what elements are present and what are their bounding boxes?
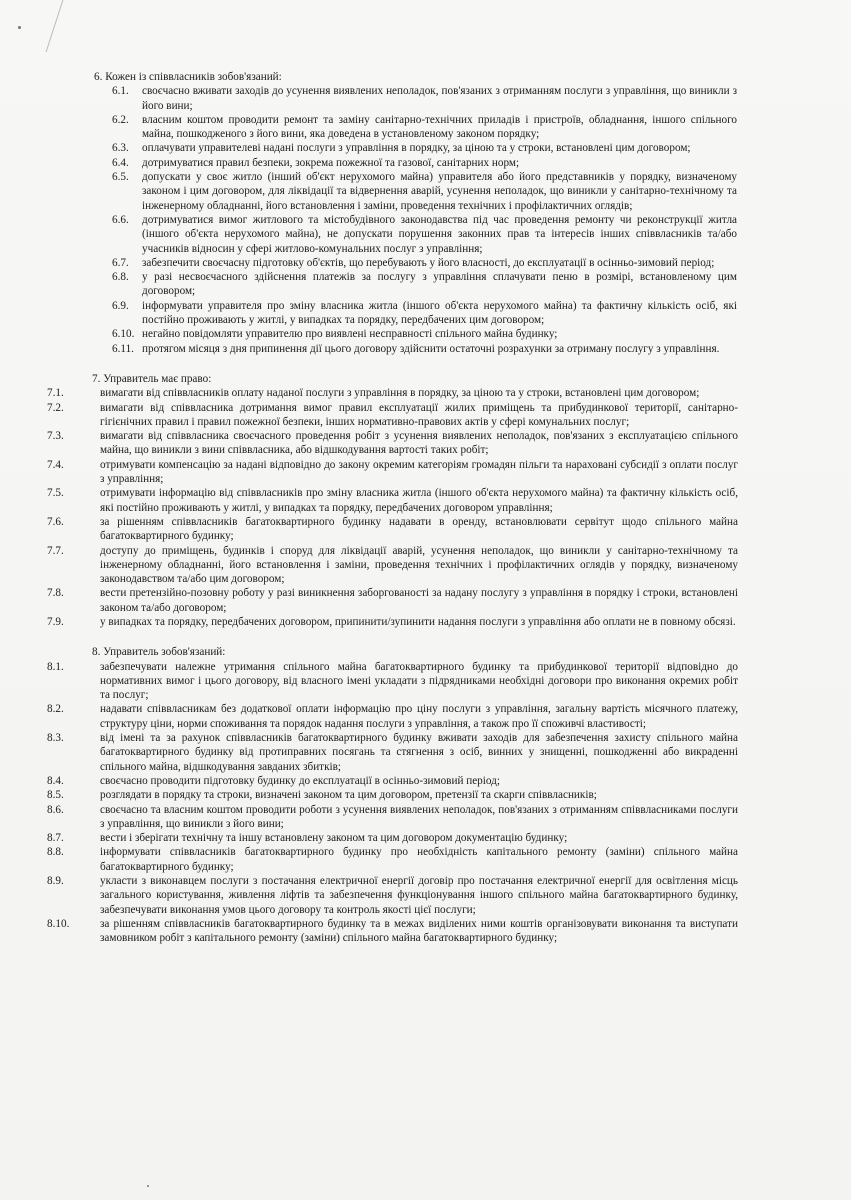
item-number: 6.5. [112,171,129,184]
item-text: інформувати співвласників багатоквартирного будинку про необхідність капітального ремонту (заміни) спільного майна багатоквартирного будинку; [100,846,738,873]
list-item [47,544,738,587]
item-text: за рішенням співвласників багатоквартирного будинку та в межах виділених ними коштів організовувати виконання та виступати замовником робіт з капітального ремонту (заміни) спільного майна багатоквартирного будинку; [100,917,738,945]
item-number: 8.3. [47,732,64,745]
item-number: 7.7. [47,544,64,557]
item-number: 6.8. [112,271,129,284]
item-text: розглядати в порядку та строки, визначені законом та цим договором, претензії та скарги співвласників; [100,789,597,802]
item-text: за рішенням співвласників багатоквартирного будинку надавати в оренду, встановлювати сервітут щодо спільного майна багатоквартирного будинку; [100,515,738,543]
item-number: 6.11. [112,342,134,355]
item-number: 6.9. [112,299,129,312]
item-text: забезпечувати належне утримання спільного майна багатоквартирного будинку та прибудинкової території відповідно до нормативних вимог і цього договору, від власного імені укладати з підрядниками необхідні договори про виконання окремих робіт та послуг; [100,660,738,702]
list-item [47,774,738,788]
scan-fold-line [46,0,82,52]
section-6-title: 6. Кожен із співвласників зобов'язаний: [94,71,282,83]
item-number: 6.10. [112,328,135,341]
item-text: забезпечити своєчасну підготовку об'єктів, що перебувають у його власності, до експлуатації в осінньо-зимовий період; [142,256,715,269]
item-text: дотримуватися вимог житлового та містобудівного законодавства під час проведення ремонту чи реконструкції житла (іншого об'єкта нерухомого майна), не допускати порушення законних прав та інтересів інших співвласників та/або учасників відносин у сфері житлово-комунальних послуг з управління; [142,213,737,255]
item-number: 6.7. [112,256,129,269]
item-text: у випадках та порядку, передбачених договором, припинити/зупинити надання послуги з управління або оплати не в повному обсязі. [100,615,736,628]
section-8-title: 8. Управитель зобов'язаний: [92,646,226,659]
document-body [0,70,851,946]
item-text: надавати співвласникам без додаткової оплати інформацію про ціну послуги з управління, загальну вартість місячного платежу, структуру ціни, норми споживання та порядок надання послуги з управління, а також про її споживчі властивості; [100,703,738,730]
scan-speck [147,1185,149,1187]
item-number: 8.1. [47,660,64,673]
section-8-list [0,660,851,946]
item-number: 8.7. [47,832,64,845]
list-item [47,845,738,874]
list-item [47,831,738,845]
section-7-list [0,386,851,629]
list-item [112,327,737,341]
item-number: 8.10. [47,917,70,930]
list-item [112,141,737,155]
item-number: 8.5. [47,789,64,802]
item-text: вести і зберігати технічну та іншу встановлену законом та цим договором документацію будинку; [100,832,568,845]
item-number: 6.1. [112,85,129,98]
section-7 [0,372,851,629]
list-item [47,386,738,400]
item-number: 7.4. [47,458,64,471]
list-item [47,429,738,458]
section-6 [0,70,851,356]
item-text: дотримуватися правил безпеки, зокрема пожежної та газової, санітарних норм; [142,156,520,169]
section-8 [0,645,851,945]
item-text: негайно повідомляти управителю про виявлені несправності спільного майна будинку; [142,328,558,341]
item-text: власним коштом проводити ремонт та заміну санітарно-технічних приладів і пристроїв, обладнання, іншого спільного майна, пошкодженого з його вини, яка доведена в установленому законом порядку; [142,113,737,141]
list-item [47,458,738,487]
list-item [112,299,737,328]
list-item [112,270,737,299]
list-item [47,702,738,731]
item-text: отримувати компенсацію за надані відповідно до закону окремим категоріям громадян пільги та нараховані субсидії з оплати послуг з управління; [100,458,738,486]
item-number: 8.4. [47,774,64,787]
item-number: 7.8. [47,587,64,600]
list-item [112,84,737,113]
item-text: своєчасно проводити підготовку будинку до експлуатації в осінньо-зимовий період; [100,774,500,787]
item-number: 6.6. [112,213,129,226]
item-text: вимагати від співвласника дотримання вимог правил експлуатації жилих приміщень та прибудинкової території, санітарно-гігієнічних правил і правил пожежної безпеки, інших нормативно-правових актів у сфері комунальних послуг; [100,401,738,428]
section-6-list [0,84,851,356]
list-item [47,515,738,544]
item-number: 7.6. [47,515,64,528]
section-7-title: 7. Управитель має право: [92,372,212,385]
item-text: вимагати від співвласників оплату наданої послуги з управління в порядку, за ціною та у строки, встановлені цим договором; [100,387,700,400]
item-number: 8.2. [47,703,64,716]
item-number: 7.3. [47,430,64,443]
item-number: 6.3. [112,142,129,155]
item-text: своєчасно та власним коштом проводити роботи з усунення виявлених неполадок, пов'язаних з отриманням співвласниками послуги з управління, що виникли з його вини; [100,803,738,830]
item-text: вести претензійно-позовну роботу у разі виникнення заборгованості за надану послугу з управління в порядку і строки, встановлені законом та/або договором; [100,587,738,614]
item-text: протягом місяця з дня припинення дії цього договору здійснити остаточні розрахунки за отриману послугу з управління. [142,342,720,355]
list-item [112,170,737,213]
item-number: 6.4. [112,156,129,169]
list-item [47,788,738,802]
item-number: 8.8. [47,846,64,859]
list-item [112,113,737,142]
list-item [47,803,738,832]
item-text: своєчасно вживати заходів до усунення виявлених неполадок, пов'язаних з отриманням послуги з управління, що виникли з його вини; [142,85,737,112]
item-number: 7.9. [47,615,64,628]
item-text: отримувати інформацію від співвласників про зміну власника житла (іншого об'єкта нерухомого майна) та фактичну кількість осіб, які постійно проживають у житлі, у випадках та порядку, передбачених договором управління; [100,487,738,514]
item-text: вимагати від співвласника своєчасного проведення робіт з усунення виявлених неполадок, пов'язаних з експлуатацією спільного майна, що виникли з вини співвласника, або відшкодування вартості таких робіт; [100,430,738,457]
list-item [47,917,738,946]
list-item [112,156,737,170]
item-text: інформувати управителя про зміну власника житла (іншого об'єкта нерухомого майна) та фактичну кількість осіб, які постійно проживають у житлі, у випадках та порядку, передбачених цим договором; [142,299,737,327]
item-text: доступу до приміщень, будинків і споруд для ліквідації аварій, усунення неполадок, що виникли у санітарно-технічному та інженерному обладнанні, його встановлення і заміни, проведення технічних і профілактичних оглядів у порядку, визначеному законодавством та/або цим договором; [100,544,738,586]
list-item [47,660,738,703]
list-item [47,615,738,629]
item-text: у разі несвоєчасного здійснення платежів за послугу з управління сплачувати пеню в розмірі, встановленому цим договором; [142,271,737,298]
item-text: допускати у своє житло (інший об'єкт нерухомого майна) управителя або його представників у порядку, визначеному законом і цим договором, для ліквідації та відвернення аварій, усунення неполадок, що виникли у санітарно-технічному та інженерному обладнанні, його встановлення і заміни, проведення технічних і профілактичних оглядів; [142,171,737,212]
list-item [47,586,738,615]
list-item [112,256,737,270]
item-text: укласти з виконавцем послуги з постачання електричної енергії договір про постачання електричної енергії для освітлення місць загального користування, живлення ліфтів та забезпечення функціонування іншого спільного майна багатоквартирного будинку, забезпечувати виконання умов цього договору та контроль якості цієї послуги; [100,875,738,916]
list-item [112,213,737,256]
list-item [47,401,738,430]
item-number: 6.2. [112,113,129,126]
list-item [47,486,738,515]
item-number: 7.1. [47,387,64,400]
item-text: від імені та за рахунок співвласників багатоквартирного будинку вживати заходів для забезпечення захисту спільного майна багатоквартирного будинку від протиправних посягань та стягнення з осіб, винних у знищенні, пошкодженні або викраденні спільного майна, відшкодування завданих збитків; [100,732,738,773]
item-number: 7.5. [47,487,64,500]
item-text: оплачувати управителеві надані послуги з управління в порядку, за ціною та у строки, встановлені цим договором; [142,142,691,155]
item-number: 8.6. [47,803,64,816]
item-number: 8.9. [47,875,64,888]
list-item [47,874,738,917]
list-item [112,342,737,356]
item-number: 7.2. [47,401,64,414]
list-item [47,731,738,774]
scan-speck [18,26,21,29]
